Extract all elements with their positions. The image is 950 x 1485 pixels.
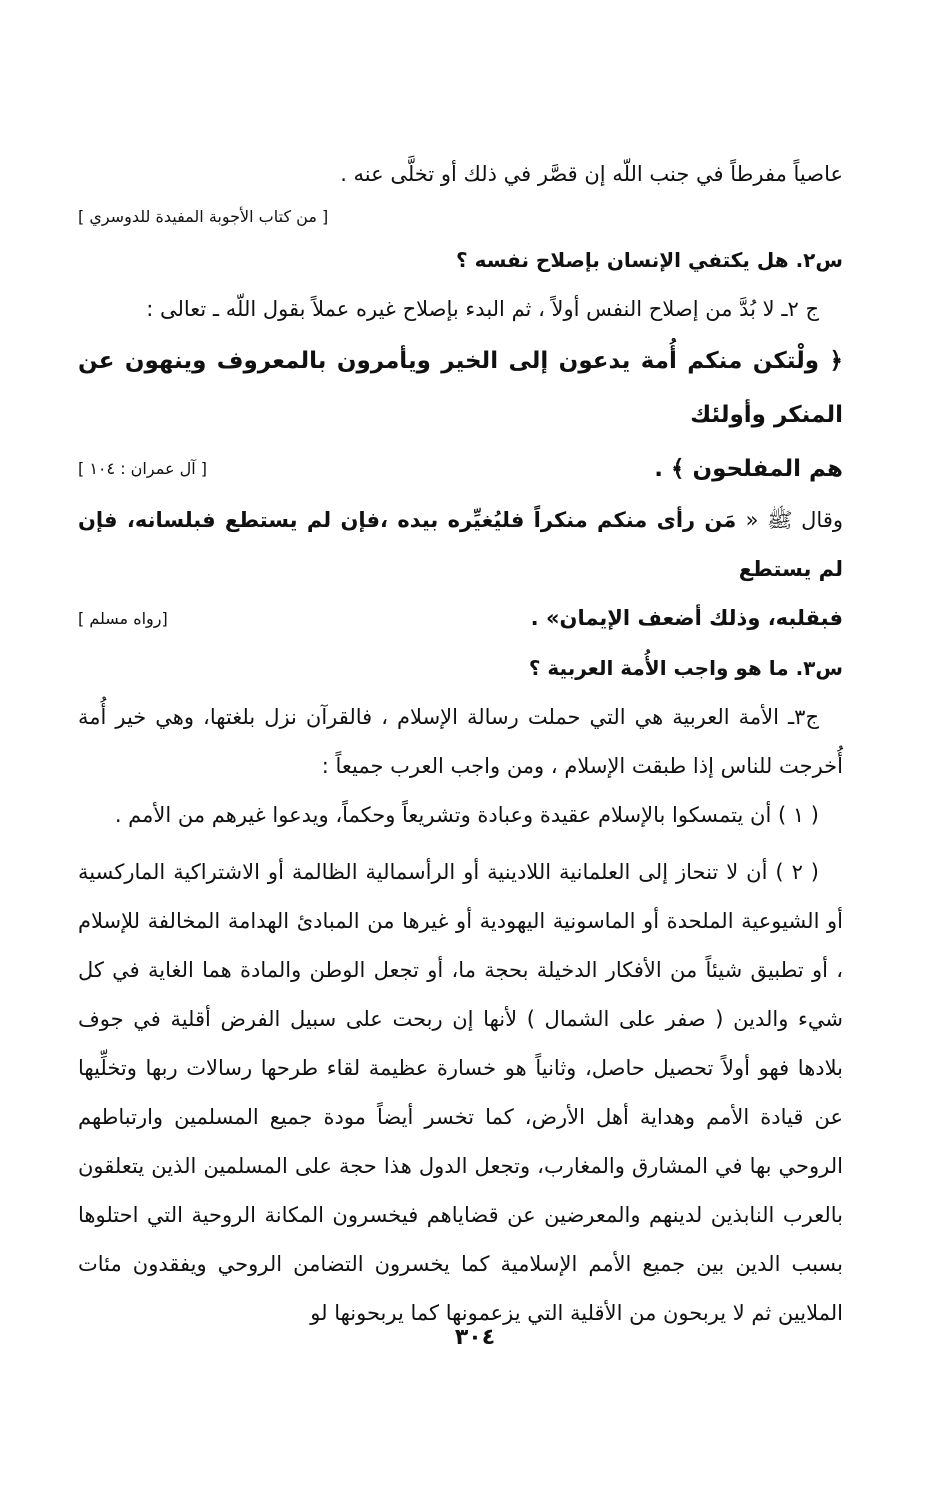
point-1: ( ١ ) أن يتمسكوا بالإسلام عقيدة وعبادة وتشريعاً وحكماً، ويدعوا غيرهم من الأمم . bbox=[114, 803, 819, 827]
verse-reference: [ آل عمران : ١٠٤ ] bbox=[78, 459, 207, 478]
question-2: س٢. هل يكتفي الإنسان بإصلاح نفسه ؟ bbox=[456, 248, 843, 272]
answer-2-intro: ج ٢ـ لا بُدَّ من إصلاح النفس أولاً ، ثم البدء بإصلاح غيره عملاً بقول اللّه ـ تعالى : bbox=[146, 297, 819, 321]
answer-3: ج٣ـ الأمة العربية هي التي حملت رسالة الإسلام ، فالقرآن نزل بلغتها، وهي خير أُمة أُخرجت للناس إذا طبقت الإسلام ، ومن واجب العرب جميعاً : bbox=[78, 705, 843, 778]
question-3: س٣. ما هو واجب الأُمة العربية ؟ bbox=[528, 656, 843, 680]
quran-verse-line-2 bbox=[78, 442, 843, 496]
hadith-text-1: مَن رأى منكم منكراً فليُغيِّره بيده ،فإن لم يستطع فبلسانه، فإن لم يستطع bbox=[78, 508, 843, 581]
continuation-line: عاصياً مفرطاً في جنب اللّه إن قصَّر في ذلك أو تخلَّى عنه . bbox=[340, 162, 843, 186]
page-body bbox=[78, 150, 843, 1338]
quran-verse-line-1: ﴿ ولْتكن منكم أُمة يدعون إلى الخير ويأمرون بالمعروف وينهون عن المنكر وأولئك bbox=[78, 348, 843, 428]
hadith-reference: [رواه مسلم ] bbox=[78, 609, 168, 628]
source-citation: [ من كتاب الأجوبة المفيدة للدوسري ] bbox=[78, 207, 329, 226]
page-number: ٣٠٤ bbox=[454, 1325, 496, 1350]
hadith-line-1 bbox=[78, 496, 843, 594]
hadith-line-2 bbox=[78, 594, 843, 643]
quran-verse-end: هم المفلحون ﴾ . bbox=[654, 456, 843, 482]
point-2: ( ٢ ) أن لا تنحاز إلى العلمانية اللادينية أو الرأسمالية الظالمة أو الاشتراكية الماركسية أو الشيوعية الملحدة أو الماسونية اليهودية أو غيرها من المبادئ الهدامة المخالفة للإسلام ، أو تطبيق شيئاً من الأفكار الدخيلة بحجة ما، أو تجعل الوطن والمادة هما الغاية في كل شيء والدين ( صفر على الشمال ) لأنها إن ربحت على سبيل الفرض أقلية في جوف بلادها فهو أولاً تحصيل حاصل، وثانياً هو خسارة عظيمة لقاء طرحها رسالات ربها وتخلِّيها عن قيادة الأمم وهداية أهل الأرض، كما تخسر أيضاً مودة جميع المسلمين وارتباطهم الروحي بها في المشارق والمغارب، وتجعل الدول هذا حجة على المسلمين الذين يتعلقون بالعرب النابذين لدينهم والمعرضين عن قضاياهم فيخسرون المكانة الروحية التي احتلوها بسبب الدين بين جميع الأمم الإسلامية كما يخسرون التضامن الروحي ويفقدون مئات الملايين ثم لا يربحون من الأقلية التي يزعمونها كما يربحونها لو bbox=[78, 860, 843, 1325]
hadith-intro: وقال ﷺ « bbox=[745, 508, 844, 532]
hadith-text-2: فبقلبه، وذلك أضعف الإيمان» . bbox=[530, 606, 843, 630]
